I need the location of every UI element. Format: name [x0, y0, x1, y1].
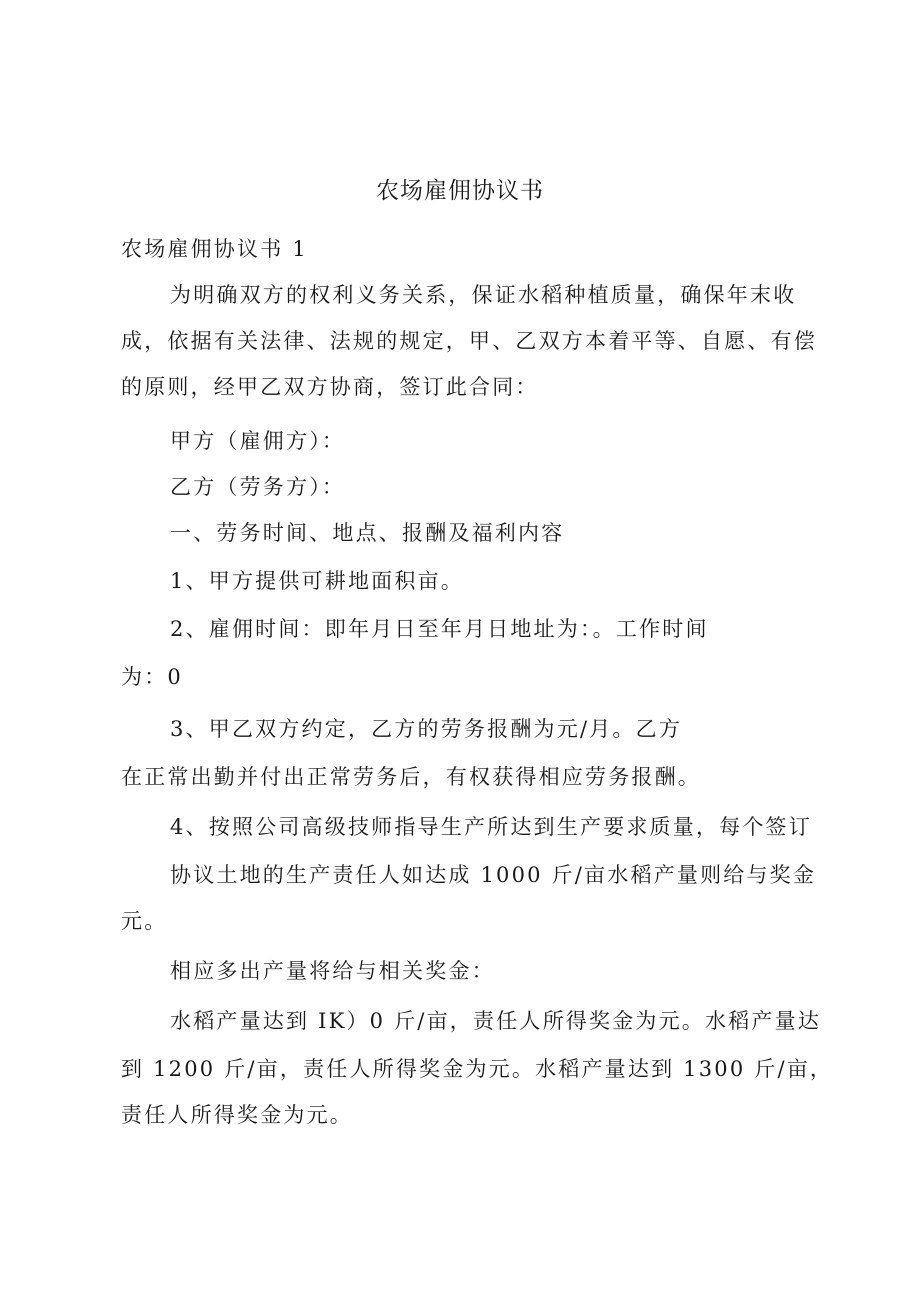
item-4-line-2: 协议土地的生产责任人如达成 1000 斤/亩水稻产量则给与奖金 [170, 863, 817, 887]
item-4-line-1: 4、按照公司高级技师指导生产所达到生产要求质量，每个签订 [170, 815, 812, 839]
item-2-line-2: 为：0 [121, 665, 183, 689]
bonus-detail-line-2: 到 1200 斤/亩，责任人所得奖金为元。水稻产量达到 1300 斤/亩， [121, 1057, 834, 1081]
item-2-line-1: 2、雇佣时间：即年月日至年月日地址为：。工作时间 [170, 617, 709, 641]
party-a-label: 甲方（雇佣方）： [170, 429, 346, 453]
item-4-line-3: 元。 [121, 909, 168, 933]
party-b-label: 乙方（劳务方）： [170, 475, 346, 499]
item-3-line-2: 在正常出勤并付出正常劳务后，有权获得相应劳务报酬。 [121, 765, 701, 789]
document-subtitle: 农场雇佣协议书 1 [121, 237, 308, 261]
intro-line-1: 为明确双方的权利义务关系，保证水稻种植质量，确保年末收 [170, 283, 797, 307]
document-title: 农场雇佣协议书 [376, 178, 544, 204]
section-1-heading: 一、劳务时间、地点、报酬及福利内容 [170, 521, 565, 545]
item-1: 1、甲方提供可耕地面积亩。 [170, 569, 464, 593]
bonus-detail-line-3: 责任人所得奖金为元。 [121, 1103, 353, 1127]
item-3-line-1: 3、甲乙双方约定，乙方的劳务报酬为元/月。乙方 [170, 717, 683, 741]
bonus-intro: 相应多出产量将给与相关奖金： [170, 959, 495, 983]
intro-line-2: 成，依据有关法律、法规的规定，甲、乙双方本着平等、自愿、有偿 [121, 329, 817, 353]
intro-line-3: 的原则，经甲乙双方协商，签订此合同： [121, 375, 539, 399]
bonus-detail-line-1: 水稻产量达到 IK）0 斤/亩，责任人所得奖金为元。水稻产量达 [170, 1009, 821, 1033]
